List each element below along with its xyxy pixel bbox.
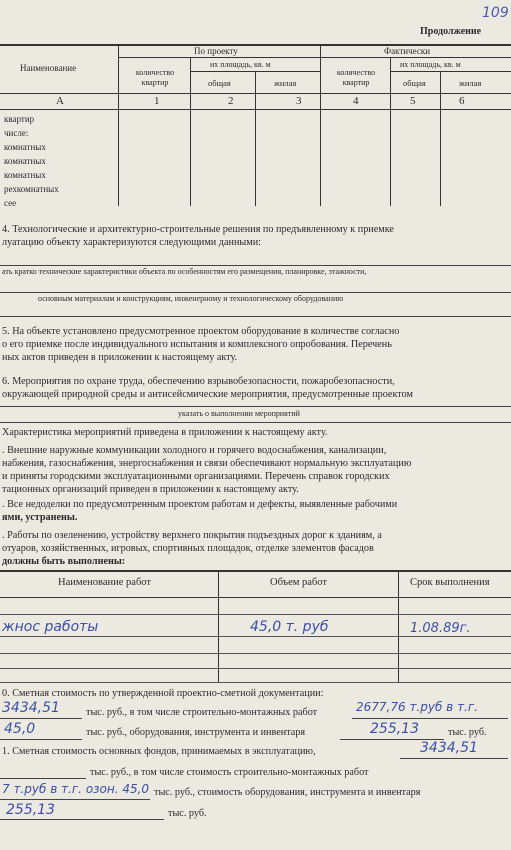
section-6-line-2: окружающей природной среды и антисейсмические мероприятия, предусмотренные проектом [2, 389, 413, 400]
col-number-5: 5 [410, 95, 416, 107]
living-header-actual: жилая [459, 78, 482, 88]
living-header-project: жилая [274, 78, 297, 88]
page-number: 109 [482, 5, 509, 21]
col-number-3: 3 [296, 95, 302, 107]
work-deadline-header: Срок выполнения [410, 577, 490, 588]
section-10-value-1: 3434,51 [2, 700, 60, 716]
work-volume-value: 45,0 т. руб [250, 619, 329, 635]
area-header-actual: их площадь, кв. м [400, 60, 461, 69]
section-7-line-2: набжения, газоснабжения, энергоснабжения и связи обеспечивают нормальную эксплуатацию [2, 458, 412, 469]
col-number-6: 6 [459, 95, 465, 107]
section-6-line-3: Характеристика мероприятий приведена в приложении к настоящему акту. [2, 427, 328, 438]
section-10-line-1: 0. Сметная стоимость по утвержденной проектно-сметной документации: [2, 688, 324, 699]
section-8-line-2: ями, устранены. [2, 512, 78, 523]
col-number-4: 4 [353, 95, 359, 107]
section-6-note: указать о выполнении мероприятий [178, 409, 300, 418]
section-4-line-1: 4. Технологические и архитектурно-строительные решения по предъявленному к приемке [2, 224, 394, 235]
row-label: комнатных [4, 142, 46, 152]
total-header-actual: общая [403, 78, 426, 88]
col-number-a: А [56, 95, 64, 107]
row-label: числе: [4, 128, 29, 138]
section-11-line-1: 1. Сметная стоимость основных фондов, принимаемых в эксплуатацию, [2, 746, 316, 757]
section-10-text-1: тыс. руб., в том числе строительно-монтажных работ [86, 707, 318, 718]
section-5-line-2: о его приемке после индивидуального испытания и комплексного опробования. Перечень [2, 339, 392, 350]
work-name-value: жнос работы [2, 619, 99, 635]
section-11-text-3: тыс. руб. [168, 808, 207, 819]
section-11-text-2: тыс. руб., стоимость оборудования, инструмента и инвентаря [154, 787, 421, 798]
section-7-line-3: и приняты городскими эксплуатационными организациями. Перечень справок городских [2, 471, 390, 482]
section-9-line-2: отуаров, хозяйственных, игровых, спортивных площадок, отделке элементов фасадов [2, 543, 374, 554]
row-label: комнатных [4, 170, 46, 180]
section-11-value-2: 7 т.руб в т.г. озон. 45,0 [2, 782, 150, 796]
name-header: Наименование [20, 63, 77, 73]
section-9-line-1: . Работы по озеленению, устройству верхнего покрытия подъездных дорог к зданиям, а [2, 530, 382, 541]
section-5-line-1: 5. На объекте установлено предусмотренное проектом оборудование в количестве согласно [2, 326, 400, 337]
section-10-value-2: 2677,76 т.руб в т.г. [356, 700, 478, 714]
section-7-line-4: тационных организаций приведен в приложении к настоящему акту. [2, 484, 299, 495]
section-10-text-2: тыс. руб., оборудования, инструмента и инвентаря [86, 727, 306, 738]
count-header-actual: количество квартир [336, 68, 376, 87]
section-11-text-1: тыс. руб., в том числе стоимость строительно-монтажных работ [90, 767, 369, 778]
section-4-note-1: ать кратко технические характеристики объекта по особенностям его размещения, планировке, этажности, [2, 267, 367, 276]
section-11-value-3: 255,13 [6, 802, 55, 818]
continuation-label: Продолжение [420, 26, 482, 37]
section-7-line-1: . Внешние наружные коммуникации холодного и горячего водоснабжения, канализации, [2, 445, 387, 456]
area-header-project: их площадь, кв. м [210, 60, 271, 69]
section-4-note-2: основным материалам и конструкциям, инженерному и технологическому оборудованию [38, 294, 344, 303]
row-label: квартир [4, 114, 35, 124]
section-10-value-4: 255,13 [370, 721, 419, 737]
row-label: сее [4, 198, 17, 208]
section-10-value-3: 45,0 [4, 721, 36, 737]
actual-header: Фактически [384, 46, 431, 56]
section-4-line-2: луатацию объекту характеризуются следующими данными: [2, 237, 261, 248]
section-10-text-3: тыс. руб. [448, 727, 487, 738]
section-6-line-1: 6. Мероприятия по охране труда, обеспечению взрывобезопасности, пожаробезопасности, [2, 376, 395, 387]
by-project-header: По проекту [194, 46, 238, 56]
section-9-line-3: должны быть выполнены: [2, 556, 126, 567]
count-header-project: количество квартир [135, 68, 175, 87]
total-header-project: общая [208, 78, 231, 88]
section-5-line-3: ных актов приведен в приложении к настоящему акту. [2, 352, 238, 363]
work-deadline-value: 1.08.89г. [410, 621, 471, 636]
col-number-1: 1 [154, 95, 160, 107]
work-name-header: Наименование работ [58, 577, 151, 588]
section-8-line-1: . Все недоделки по предусмотренным проектом работам и дефекты, выявленные рабочими [2, 499, 398, 510]
work-volume-header: Объем работ [270, 577, 327, 588]
row-label: комнатных [4, 156, 46, 166]
col-number-2: 2 [228, 95, 234, 107]
section-11-value-1: 3434,51 [420, 740, 478, 756]
row-label: рехкомнатных [4, 184, 59, 194]
